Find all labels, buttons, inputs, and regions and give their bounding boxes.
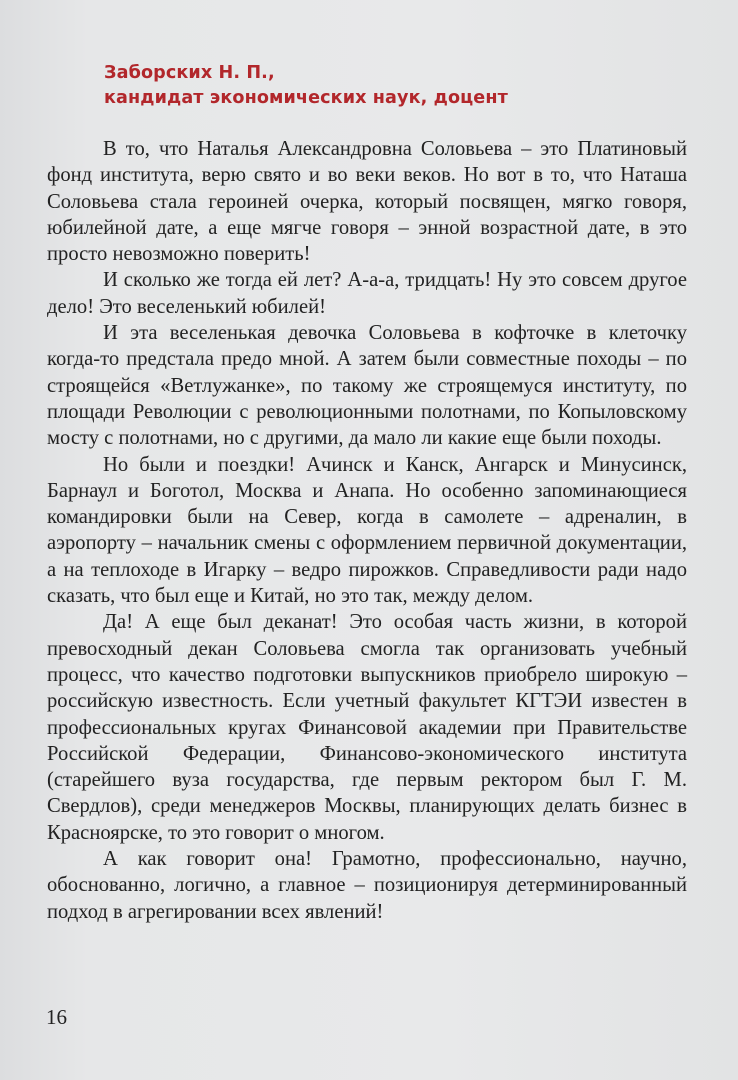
paragraph: И сколько же тогда ей лет? А-а-а, тридцать! Ну это совсем другое дело! Это веселенький юбилей! (47, 269, 687, 318)
paragraph: А как говорит она! Грамотно, профессионально, научно, обоснованно, логично, а главное – позиционируя детерминированный подход в агрегировании всех явлений! (47, 848, 687, 923)
paragraph: И эта веселенькая девочка Соловьева в кофточке в клеточку когда-то предстала предо мной. А затем были совместные походы – по строящейся «Ветлужанке», по такому же строящемуся институту, по площади Революции с революционными полотнами, по Копыловскому мосту с полотнами, но с другими, да мало ли какие еще были походы. (47, 322, 687, 450)
paragraph: Но были и поездки! Ачинск и Канск, Ангарск и Минусинск, Барнаул и Боготол, Москва и Анапа. Но особенно запоминающиеся командировки были на Север, когда в самолете – адреналин, в аэропорту – начальник смены с оформлением первичной документации, а на теплоходе в Игарку – ведро пирожков. Справедливости ради надо сказать, что был еще и Китай, но это так, между делом. (47, 453, 687, 608)
paragraph: Да! А еще был деканат! Это особая часть жизни, в которой превосходный декан Соловьева смогла так организовать учебный процесс, что качество подготовки выпускников приобрело широкую – российскую известность. Если учетный факультет КГТЭИ известен в профессиональных кругах Финансовой академии при Правительстве Российской Федерации, Финансово-экономического института (старейшего вуза государства, где первым ректором был Г. М. Свердлов), среди менеджеров Москвы, планирующих делать бизнес в Красноярске, то это говорит о многом. (47, 611, 687, 844)
author-heading (104, 61, 508, 111)
author-title: кандидат экономических наук, доцент (104, 88, 508, 108)
page-number: 16 (46, 1005, 67, 1029)
article-body (47, 136, 687, 925)
author-name: Заборских Н. П., (104, 63, 275, 83)
paragraph: В то, что Наталья Александровна Соловьева – это Платиновый фонд института, верю свято и во веки веков. Но вот в то, что Наташа Соловьева стала героиней очерка, который посвящен, мягко говоря, юбилейной дате, а еще мягче говоря – энной возрастной дате, в это просто невозможно поверить! (47, 138, 687, 266)
